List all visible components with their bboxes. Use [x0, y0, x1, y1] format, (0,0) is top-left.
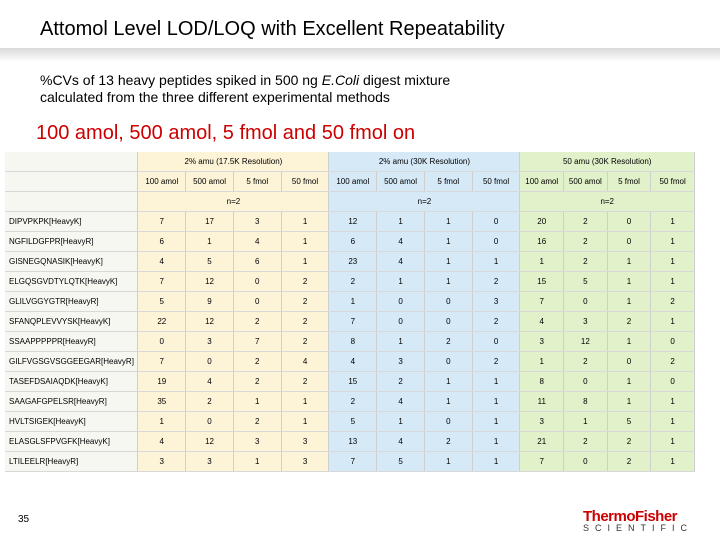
cv-value: 1: [233, 392, 281, 412]
cv-value: 1: [607, 332, 651, 352]
table-row: [5, 392, 695, 412]
level-header: 5 fmol: [607, 172, 651, 192]
cv-value: 4: [377, 232, 425, 252]
cv-value: 17: [186, 212, 234, 232]
cv-value: 3: [186, 332, 234, 352]
cv-value: 1: [472, 452, 520, 472]
cv-value: 12: [186, 272, 234, 292]
cv-value: 12: [329, 212, 377, 232]
cv-value: 7: [138, 272, 186, 292]
cv-value: 1: [281, 412, 329, 432]
group-header-2: 2% amu (30K Resolution): [329, 152, 520, 172]
cv-value: 1: [233, 452, 281, 472]
highlight-text: 100 amol, 500 amol, 5 fmol and 50 fmol on: [36, 122, 416, 144]
cv-value: 6: [233, 252, 281, 272]
cv-value: 1: [651, 272, 695, 292]
cv-value: 22: [138, 312, 186, 332]
cv-value: 0: [472, 332, 520, 352]
table-row: [5, 212, 695, 232]
cv-value: 1: [472, 392, 520, 412]
cv-value: 35: [138, 392, 186, 412]
cv-value: 1: [377, 212, 425, 232]
cv-value: 11: [520, 392, 564, 412]
cv-value: 1: [424, 272, 472, 292]
cv-value: 0: [233, 292, 281, 312]
cv-value: 1: [472, 412, 520, 432]
group-header-3: 50 amu (30K Resolution): [520, 152, 695, 172]
cv-value: 12: [564, 332, 608, 352]
table-row: [5, 432, 695, 452]
cv-value: 5: [329, 412, 377, 432]
peptide-name: GLILVGGYGTR[HeavyR]: [5, 292, 138, 312]
cv-value: 4: [186, 372, 234, 392]
cv-value: 2: [233, 412, 281, 432]
cv-value: 7: [329, 312, 377, 332]
cv-value: 3: [186, 452, 234, 472]
cv-value: 3: [281, 432, 329, 452]
cv-value: 2: [424, 332, 472, 352]
cv-value: 2: [233, 372, 281, 392]
table-row: [5, 352, 695, 372]
cv-value: 7: [138, 212, 186, 232]
subtitle-line2: calculated from the three different experimental methods: [40, 89, 390, 105]
cv-value: 3: [564, 312, 608, 332]
slide-subtitle: [40, 72, 450, 106]
level-header: 500 amol: [377, 172, 425, 192]
cv-value: 2: [564, 212, 608, 232]
cv-value: 0: [651, 372, 695, 392]
group-header-1: 2% amu (17.5K Resolution): [138, 152, 329, 172]
table-row: [5, 232, 695, 252]
cv-value: 2: [281, 272, 329, 292]
cv-value: 3: [233, 212, 281, 232]
cv-value: 9: [186, 292, 234, 312]
cv-value: 8: [520, 372, 564, 392]
cv-value: 5: [564, 272, 608, 292]
level-header: 50 fmol: [472, 172, 520, 192]
cv-value: 2: [281, 372, 329, 392]
cv-value: 2: [186, 392, 234, 412]
peptide-name: ELASGLSFPVGFK[HeavyK]: [5, 432, 138, 452]
cv-value: 15: [520, 272, 564, 292]
cv-value: 0: [424, 412, 472, 432]
cv-value: 2: [607, 452, 651, 472]
peptide-name: DIPVPKPK[HeavyK]: [5, 212, 138, 232]
cv-value: 1: [651, 412, 695, 432]
cv-value: 2: [424, 432, 472, 452]
cv-value: 3: [472, 292, 520, 312]
cv-value: 1: [651, 392, 695, 412]
cv-value: 2: [651, 352, 695, 372]
peptide-name: SAAGAFGPELSR[HeavyR]: [5, 392, 138, 412]
cv-value: 1: [424, 392, 472, 412]
cv-value: 1: [377, 332, 425, 352]
cv-value: 5: [138, 292, 186, 312]
cv-value: 4: [233, 232, 281, 252]
cv-value: 1: [607, 252, 651, 272]
table-row: [5, 452, 695, 472]
cv-value: 5: [186, 252, 234, 272]
level-header: 500 amol: [186, 172, 234, 192]
cv-value: 7: [329, 452, 377, 472]
cv-value: 0: [607, 352, 651, 372]
table-row: [5, 292, 695, 312]
cv-value: 1: [281, 232, 329, 252]
cv-value: 1: [377, 412, 425, 432]
level-header: 100 amol: [329, 172, 377, 192]
table-row: [5, 412, 695, 432]
cv-value: 0: [424, 312, 472, 332]
cv-value: 1: [424, 372, 472, 392]
cv-value: 4: [377, 252, 425, 272]
cv-value: 1: [607, 372, 651, 392]
peptide-name: LTILEELR[HeavyR]: [5, 452, 138, 472]
cv-value: 4: [281, 352, 329, 372]
cv-value: 12: [186, 432, 234, 452]
cv-value: 2: [281, 312, 329, 332]
logo-line1: ThermoFisher: [583, 508, 678, 525]
cv-value: 2: [564, 352, 608, 372]
cv-value: 3: [281, 452, 329, 472]
cv-value: 19: [138, 372, 186, 392]
cv-value: 8: [564, 392, 608, 412]
peptide-name: ELGQSGVDTYLQTK[HeavyK]: [5, 272, 138, 292]
cv-value: 1: [651, 432, 695, 452]
subtitle-text-post: digest mixture: [359, 72, 451, 88]
cv-value: 2: [233, 312, 281, 332]
peptide-name: SSAAPPPPPR[HeavyR]: [5, 332, 138, 352]
cv-value: 6: [138, 232, 186, 252]
slide-title: Attomol Level LOD/LOQ with Excellent Repeatability: [40, 18, 505, 40]
cv-value: 5: [607, 412, 651, 432]
cv-value: 0: [424, 292, 472, 312]
peptide-name: TASEFDSAIAQDK[HeavyK]: [5, 372, 138, 392]
cv-value: 4: [377, 432, 425, 452]
table-row: [5, 312, 695, 332]
cv-value: 4: [520, 312, 564, 332]
cv-value: 1: [520, 352, 564, 372]
cv-value: 1: [651, 312, 695, 332]
table-row: [5, 252, 695, 272]
cv-value: 2: [329, 272, 377, 292]
level-header: 100 amol: [520, 172, 564, 192]
cv-value: 1: [651, 232, 695, 252]
cv-value: 0: [564, 452, 608, 472]
cv-value: 0: [186, 352, 234, 372]
table-row: [5, 272, 695, 292]
table-row: [5, 332, 695, 352]
cv-value: 1: [651, 452, 695, 472]
cv-value: 4: [138, 432, 186, 452]
level-header: 5 fmol: [424, 172, 472, 192]
cv-value: 7: [520, 452, 564, 472]
cv-table: [5, 152, 695, 472]
table-row: [5, 372, 695, 392]
cv-value: 2: [233, 352, 281, 372]
cv-value: 4: [329, 352, 377, 372]
level-header: 100 amol: [138, 172, 186, 192]
cv-value: 4: [138, 252, 186, 272]
cv-value: 2: [651, 292, 695, 312]
cv-value: 1: [281, 392, 329, 412]
cv-value: 1: [424, 232, 472, 252]
cv-value: 13: [329, 432, 377, 452]
cv-value: 0: [607, 232, 651, 252]
cv-value: 0: [651, 332, 695, 352]
level-header: 5 fmol: [233, 172, 281, 192]
thermofisher-logo: [583, 508, 713, 533]
cv-value: 2: [607, 312, 651, 332]
cv-value: 3: [520, 332, 564, 352]
subtitle-italic: E.Coli: [321, 72, 360, 88]
cv-value: 0: [186, 412, 234, 432]
cv-value: 20: [520, 212, 564, 232]
cv-value: 1: [472, 432, 520, 452]
cv-value: 0: [564, 372, 608, 392]
peptide-name: GISNEGQNASIK[HeavyK]: [5, 252, 138, 272]
cv-value: 5: [377, 452, 425, 472]
cv-value: 4: [377, 392, 425, 412]
peptide-name: GILFVGSGVSGGEEGAR[HeavyR]: [5, 352, 138, 372]
cv-value: 0: [472, 212, 520, 232]
n-label-1: n=2: [138, 192, 329, 212]
cv-value: 0: [472, 232, 520, 252]
cv-value: 2: [472, 272, 520, 292]
cv-value: 1: [520, 252, 564, 272]
level-header: 50 fmol: [281, 172, 329, 192]
level-header: 500 amol: [564, 172, 608, 192]
cv-value: 3: [138, 452, 186, 472]
cv-value: 7: [520, 292, 564, 312]
cv-value: 0: [424, 352, 472, 372]
cv-value: 0: [233, 272, 281, 292]
cv-value: 15: [329, 372, 377, 392]
cv-value: 1: [651, 212, 695, 232]
cv-value: 1: [607, 392, 651, 412]
cv-value: 2: [564, 252, 608, 272]
cv-value: 2: [281, 332, 329, 352]
cv-value: 12: [186, 312, 234, 332]
peptide-name: SFANQPLEVVYSK[HeavyK]: [5, 312, 138, 332]
cv-value: 1: [186, 232, 234, 252]
cv-value: 6: [329, 232, 377, 252]
cv-value: 7: [138, 352, 186, 372]
n-label-2: n=2: [329, 192, 520, 212]
page-number: 35: [18, 514, 30, 525]
title-divider: [0, 48, 720, 62]
cv-value: 0: [377, 292, 425, 312]
peptide-name: NGFILDGFPR[HeavyR]: [5, 232, 138, 252]
cv-value: 3: [377, 352, 425, 372]
cv-value: 0: [564, 292, 608, 312]
cv-value: 3: [520, 412, 564, 432]
cv-value: 3: [233, 432, 281, 452]
cv-value: 8: [329, 332, 377, 352]
cv-value: 1: [281, 252, 329, 272]
cv-value: 1: [424, 212, 472, 232]
cv-value: 1: [607, 292, 651, 312]
cv-value: 1: [472, 372, 520, 392]
cv-value: 2: [564, 232, 608, 252]
cv-value: 1: [651, 252, 695, 272]
cv-value: 16: [520, 232, 564, 252]
cv-value: 1: [329, 292, 377, 312]
cv-value: 2: [472, 312, 520, 332]
cv-value: 1: [138, 412, 186, 432]
cv-value: 2: [607, 432, 651, 452]
cv-value: 21: [520, 432, 564, 452]
cv-value: 1: [424, 452, 472, 472]
cv-value: 2: [564, 432, 608, 452]
cv-value: 1: [564, 412, 608, 432]
cv-value: 1: [377, 272, 425, 292]
cv-value: 0: [377, 312, 425, 332]
peptide-name: HVLTSIGEK[HeavyK]: [5, 412, 138, 432]
logo-line2: SCIENTIFIC: [583, 523, 694, 533]
cv-value: 1: [607, 272, 651, 292]
subtitle-text-pre: %CVs of 13 heavy peptides spiked in 500 ng: [40, 72, 322, 88]
cv-value: 2: [472, 352, 520, 372]
cv-value: 2: [281, 292, 329, 312]
cv-value: 0: [138, 332, 186, 352]
cv-value: 0: [607, 212, 651, 232]
cv-value: 23: [329, 252, 377, 272]
cv-value: 2: [377, 372, 425, 392]
cv-value: 1: [281, 212, 329, 232]
level-header: 50 fmol: [651, 172, 695, 192]
cv-value: 7: [233, 332, 281, 352]
cv-value: 1: [472, 252, 520, 272]
n-label-3: n=2: [520, 192, 695, 212]
cv-value: 2: [329, 392, 377, 412]
cv-value: 1: [424, 252, 472, 272]
